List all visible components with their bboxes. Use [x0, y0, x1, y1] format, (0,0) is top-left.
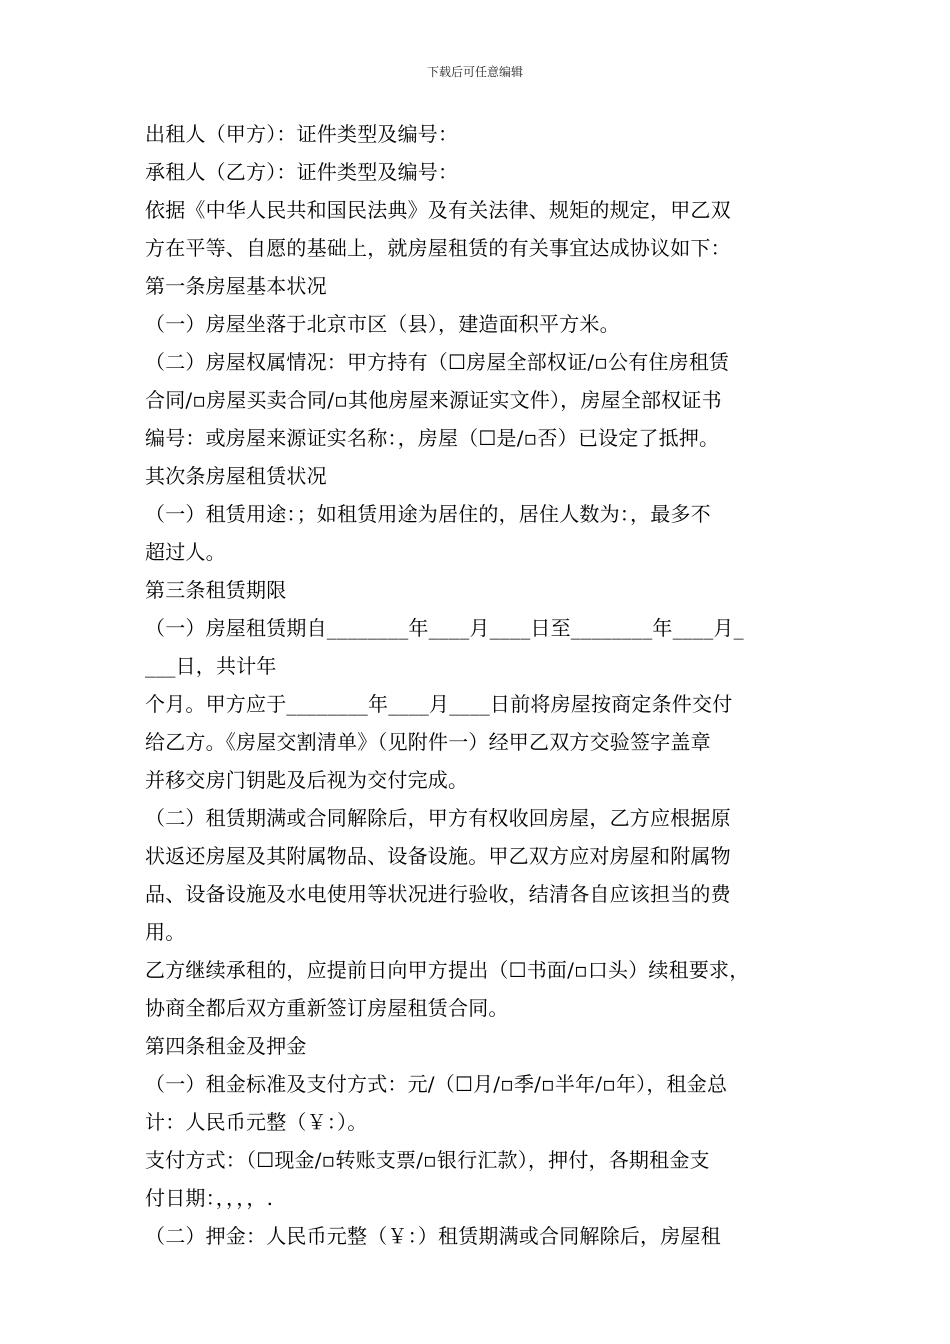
section-heading: 第一条房屋基本状况	[145, 274, 327, 298]
text-line: 计：人民币元整（￥：）。	[145, 1110, 368, 1134]
section-heading: 第三条租赁期限	[145, 578, 287, 602]
section-heading: 其次条房屋租赁状况	[145, 464, 327, 488]
text-line: （二）租赁期满或合同解除后，甲方有权收回房屋，乙方应根据原	[145, 806, 731, 830]
text-line: 协商全都后双方重新签订房屋租赁合同。	[145, 996, 509, 1020]
section-heading: 第四条租金及押金	[145, 1034, 307, 1058]
text-line: （一）房屋租赁期自________年____月____日至________年____月_	[145, 616, 744, 640]
text-line: 承租人（乙方）：证件类型及编号：	[145, 160, 459, 184]
text-line: 编号：或房屋来源证实名称：，房屋（☐是/▫否）已设定了抵押。	[145, 426, 720, 450]
text-line: 合同/▫房屋买卖合同/▫其他房屋来源证实文件），房屋全部权证书	[145, 388, 722, 412]
text-line: 付日期：，，，，.	[145, 1186, 274, 1210]
text-line: 出租人（甲方）：证件类型及编号：	[145, 122, 459, 146]
text-line: 品、设备设施及水电使用等状况进行验收，结清各自应该担当的费	[145, 882, 731, 906]
text-line: ___日，共计年	[145, 654, 277, 678]
text-line: （二）押金：人民币元整（￥：）租赁期满或合同解除后，房屋租	[145, 1224, 721, 1248]
text-line: （一）房屋坐落于北京市区（县），建造面积平方米。	[145, 312, 620, 336]
text-line: 个月。甲方应于________年____月____日前将房屋按商定条件交付	[145, 692, 733, 716]
document-body	[145, 115, 835, 1255]
text-line: 状返还房屋及其附属物品、设备设施。甲乙双方应对房屋和附属物	[145, 844, 731, 868]
text-line: 用。	[145, 920, 186, 944]
text-line: 方在平等、自愿的基础上，就房屋租赁的有关事宜达成协议如下：	[145, 236, 731, 260]
text-line: （二）房屋权属情况：甲方持有（☐房屋全部权证/▫公有住房租赁	[145, 350, 730, 374]
text-line: 乙方继续承租的，应提前日向甲方提出（☐书面/▫口头）续租要求，	[145, 958, 750, 982]
text-line: 依据《中华人民共和国民法典》及有关法律、规矩的规定，甲乙双	[145, 198, 731, 222]
text-line: （一）租金标准及支付方式：元/（☐月/▫季/▫半年/▫年），租金总	[145, 1072, 728, 1096]
text-line: 支付方式：（☐现金/▫转账支票/▫银行汇款），押付，各期租金支	[145, 1148, 710, 1172]
text-line: 给乙方。《房屋交割清单》（见附件一）经甲乙双方交验签字盖章	[145, 730, 711, 754]
text-line: （一）租赁用途：；如租赁用途为居住的，居住人数为：，最多不	[145, 502, 711, 526]
page-header-note: 下载后可任意编辑	[426, 65, 523, 79]
text-line: 超过人。	[145, 540, 226, 564]
text-line: 并移交房门钥匙及后视为交付完成。	[145, 768, 469, 792]
